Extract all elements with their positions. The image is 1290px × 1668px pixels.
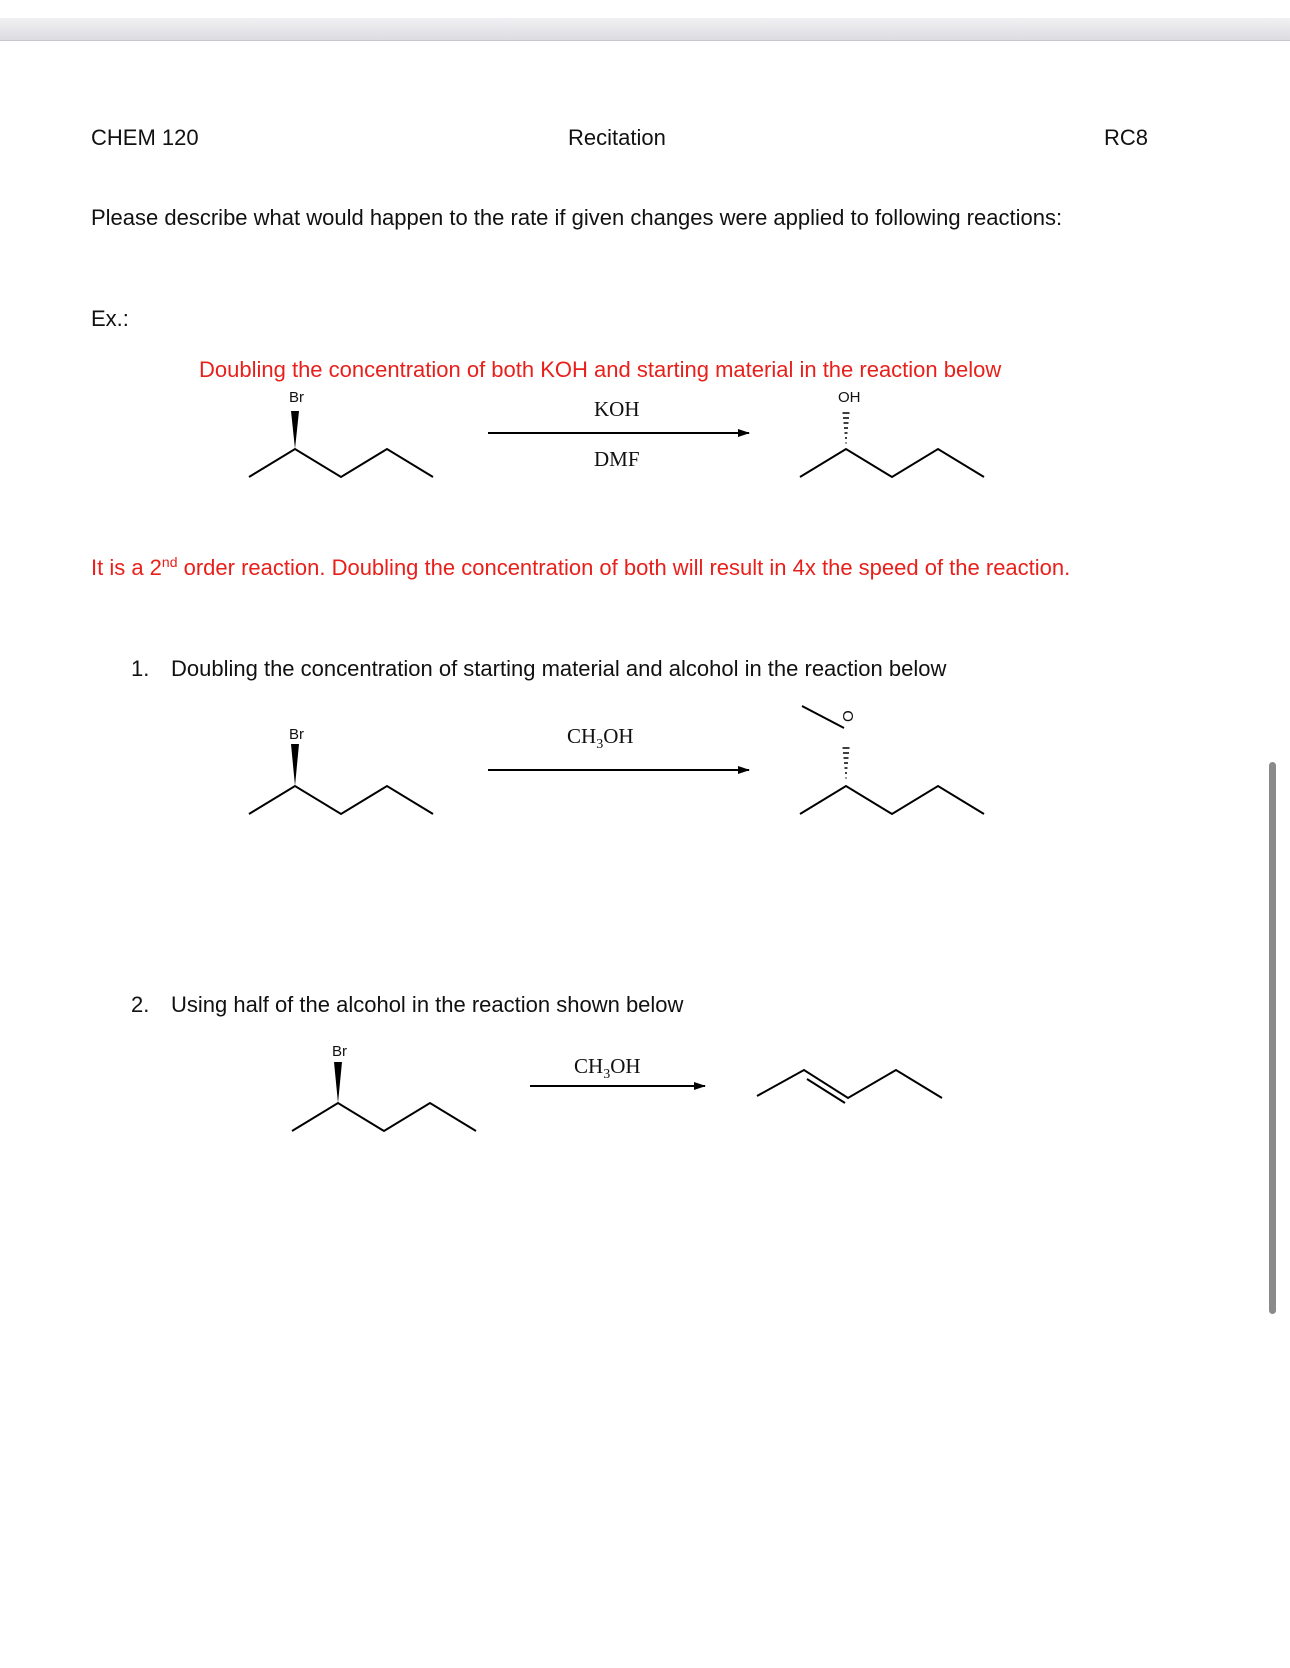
page-title: Recitation xyxy=(568,125,666,150)
question-1-text: Doubling the concentration of starting material and alcohol in the reaction below xyxy=(171,656,947,681)
instructions: Please describe what would happen to the rate if given changes were applied to following reactions: xyxy=(91,205,1063,230)
example-label: Ex.: xyxy=(91,306,129,331)
vertical-scrollbar[interactable] xyxy=(1269,762,1276,1314)
example-product xyxy=(800,413,984,477)
document-code: RC8 xyxy=(1104,125,1149,150)
example-reagent-bottom: DMF xyxy=(594,447,640,471)
course-title: CHEM 120 xyxy=(91,125,199,150)
q2-product xyxy=(757,1070,942,1103)
example-start-substituent: Br xyxy=(289,389,304,406)
question-2-number: 2. xyxy=(131,992,150,1017)
question-2-text: Using half of the alcohol in the reaction shown below xyxy=(171,992,684,1017)
q2-start-substituent: Br xyxy=(332,1043,347,1060)
q1-product xyxy=(800,706,984,814)
q1-product-substituent: O xyxy=(840,710,857,722)
example-answer: It is a 2nd order reaction. Doubling the concentration of both will result in 4x the speed of the reaction. xyxy=(91,554,1071,580)
q2-reagent: $CH_3OH$ xyxy=(574,1054,641,1082)
example-starting-material xyxy=(249,411,433,477)
q2-starting-material xyxy=(292,1062,476,1131)
example-product-substituent: OH xyxy=(838,389,861,406)
q1-start-substituent: Br xyxy=(289,726,304,743)
q1-starting-material xyxy=(249,744,433,814)
example-question: Doubling the concentration of both KOH and starting material in the reaction below xyxy=(199,357,1002,382)
question-1-number: 1. xyxy=(131,656,150,681)
q1-reagent: $CH_3OH$ xyxy=(567,724,634,752)
example-reagent-top: KOH xyxy=(594,397,640,421)
